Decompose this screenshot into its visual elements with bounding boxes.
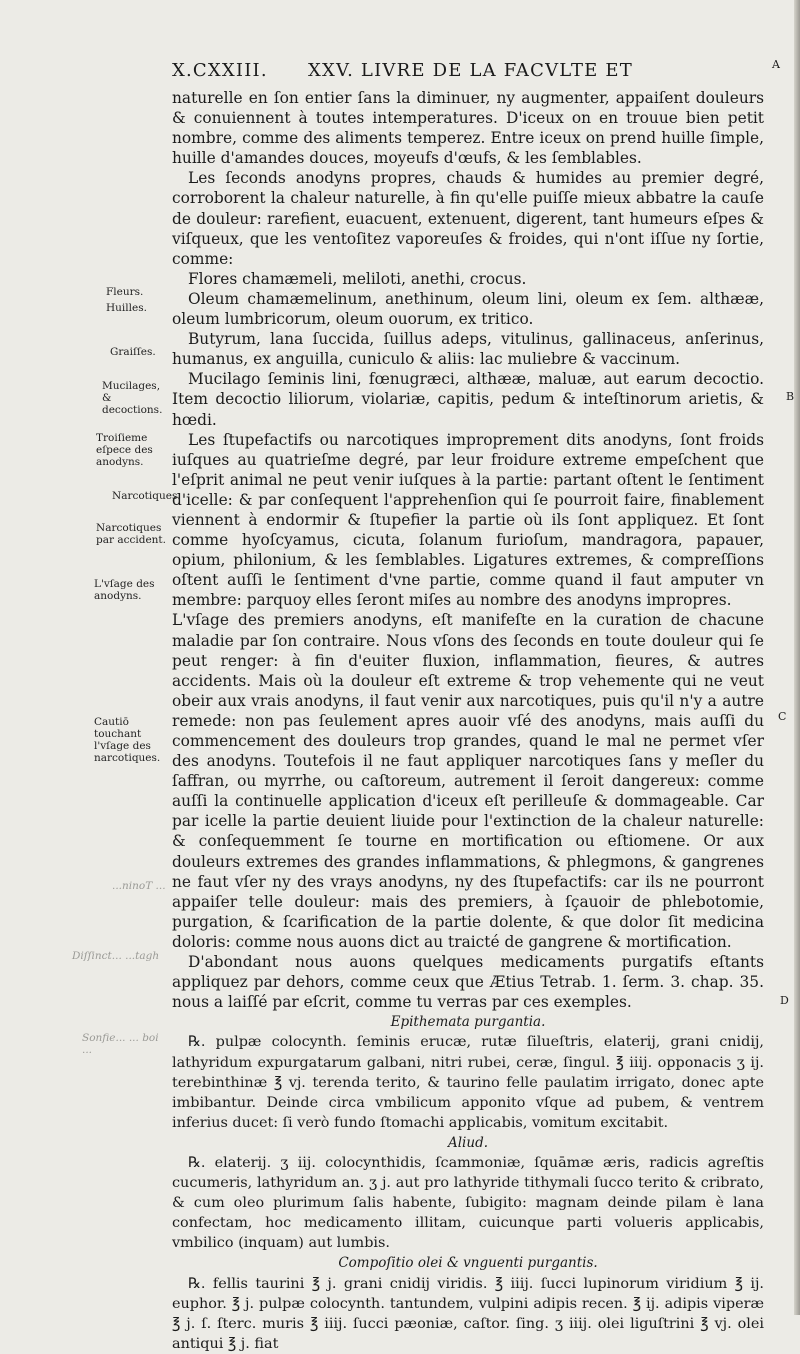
paragraph: Flores chamæmeli, meliloti, anethi, crocus. bbox=[188, 269, 527, 288]
running-title: XXV. LIVRE DE LA FACVLTE ET bbox=[308, 60, 633, 81]
margin-note: Graiſſes. bbox=[110, 346, 156, 358]
margin-note: Cautiō touchant l'vſage des narcotiques. bbox=[94, 716, 161, 764]
recipe: ℞. pulpæ colocynth. ſeminis erucæ, rutæ ſilueſtris, elaterij, grani cnidij, lathyridum expurgatarum galbani, nitri rubei, ceræ, ſingul. ℥ iiij. opponacis ʒ ij. terebinthinæ ℥ vj. terenda terito, & taurino felle paulatim irrigato, donec apte imbibantur. Deinde circa vmbilicum apponito vſque ad pubem, & ventrem inferius ducet: ſi verò fundo ſtomachi applicabis, vomitum excitabit. bbox=[172, 1034, 764, 1131]
paragraph: Oleum chamæmelinum, anethinum, oleum lini, oleum ex ſem. althææ, oleum lumbricorum, oleum ouorum, ex tritico. bbox=[172, 289, 764, 329]
page-edge bbox=[794, 0, 800, 1315]
main-text bbox=[172, 88, 764, 1354]
margin-note: Huilles. bbox=[106, 302, 147, 314]
paragraph: Les ſtupefactifs ou narcotiques improprement dits anodyns, ſont froids iuſques au quatrieſme degré, par leur froidure extreme empeſchent que l'eſprit animal ne peut venir iuſques à la partie: partant oſtent le ſentiment d'icelle: & par conſequent l'apprehenſion qui ſe pourroit faire, finablement viennent à endormir & ſtupefier la partie où ils ſont appliquez. Et ſont comme hyoſcyamus, cicuta, ſolanum furioſum, mandragora, papauer, opium, philonium, & les ſemblables. Ligatures extremes, & compreſſions oſtent auſſi le ſentiment d'vne partie, comme quand il faut amputer vn membre: parquoy elles ſeront miſes au nombre des anodyns impropres. bbox=[172, 430, 764, 610]
margin-note-faded: ...ninoT ... bbox=[112, 880, 166, 892]
margin-note: Narcotiques. bbox=[112, 490, 181, 502]
corner-mark: A bbox=[772, 58, 782, 71]
margin-note: L'vſage des anodyns. bbox=[94, 578, 155, 602]
side-letter: C bbox=[778, 710, 787, 723]
margin-note: Troiſieme eſpece des anodyns. bbox=[96, 432, 153, 468]
section-heading: Epithemata purgantia. bbox=[390, 1014, 546, 1031]
section-heading: Aliud. bbox=[447, 1134, 488, 1151]
recipe: ℞. fellis taurini ℥ j. grani cnidij viridis. ℥ iiij. ſucci lupinorum viridium ℥ ij. euphor. ℥ j. pulpæ colocynth. tantundem, vulpini adipis recen. ℥ ij. adipis viperæ ℥ j. ſ. ſterc. muris ℥ iiij. ſucci pæoniæ, caſtor. ſing. ʒ iiij. olei liguſtrini ℥ vj. olei antiqui ℥ j. fiat bbox=[172, 1275, 764, 1352]
section-heading: Compoſitio olei & vnguenti purgantis. bbox=[338, 1255, 598, 1272]
folio-number: X.CXXIII. bbox=[172, 60, 268, 81]
recipe: ℞. elaterij. ʒ iij. colocynthidis, ſcammoniæ, ſquāmæ æris, radicis agreſtis cucumeris, lathyridum an. ʒ j. aut pro lathyride tithymali ſucco terito & cribrato, & cum oleo plurimum ſalis habente, ſubigito: magnam deinde pilam è lana confectam, hoc medicamento illitam, cuicunque parti volueris applicabis, vmbilico (inquam) aut lumbis. bbox=[172, 1154, 764, 1252]
margin-note: Fleurs. bbox=[106, 286, 144, 298]
paragraph: Mucilago ſeminis lini, fœnugræci, althææ, maluæ, aut earum decoctio. Item decoctio liliorum, violariæ, capitis, pedum & inteſtinorum arietis, & hœdi. bbox=[172, 370, 764, 429]
margin-note: Mucilages, & decoctions. bbox=[102, 380, 163, 416]
paragraph: Butyrum, lana ſuccida, ſuillus adeps, vitulinus, gallinaceus, anſerinus, humanus, ex anguilla, cuniculo & aliis: lac muliebre & vaccinum. bbox=[172, 330, 764, 369]
page-header bbox=[172, 58, 782, 84]
margin-note: Narcotiques par accident. bbox=[96, 522, 166, 546]
margin-note-faded: Diſſinct... ...tagh bbox=[72, 950, 160, 962]
margin-note-faded: Sonfie... ... boi ... bbox=[82, 1032, 159, 1056]
side-letter: B bbox=[786, 390, 795, 403]
paragraph: naturelle en ſon entier ſans la diminuer, ny augmenter, appaiſent douleurs & conuiennent à toutes intemperatures. D'iceux on en trouue bien petit nombre, comme des aliments temperez. Entre iceux on prend huille ſimple, huille d'amandes douces, moyeufs d'œufs, & les ſemblables. bbox=[172, 89, 764, 168]
paragraph: L'vſage des premiers anodyns, eſt manifeſte en la curation de chacune maladie par ſon contraire. Nous vſons des ſeconds en toute douleur qui ſe peut renger: à fin d'euiter fluxion, inflammation, fieures, & autres accidents. Mais où la douleur eſt extreme & trop vehemente qui ne veut obeir aux vrais anodyns, il faut venir aux narcotiques, puis qu'il n'y a autre remede: non pas ſeulement apres auoir vſé des anodyns, mais auſſi du commencement des douleurs trop grandes, quand le mal ne permet vſer des anodyns. Toutefois il ne faut appliquer narcotiques ſans y meſler du ſaffran, ou myrrhe, ou caſtoreum, autrement il ſeroit dangereux: comme auſſi la continuelle application d'iceux eſt perilleuſe & dommageable. Car par icelle la partie deuient liuide pour l'extinction de la chaleur naturelle: & conſequemment ſe tourne en mortification ou eſtiomene. Or aux douleurs extremes des grandes inflammations, & phlegmons, & gangrenes ne faut vſer ny des vrays anodyns, ny des ſtupefactifs: car ils ne pourront appaiſer telle douleur: mais des premiers, à ſçauoir de phlebotomie, purgation, & ſcarification de la partie dolente, & que dolor ſit medicina doloris: comme nous auons dict au traicté de gangrene & mortification. bbox=[172, 611, 764, 951]
paragraph: Les ſeconds anodyns propres, chauds & humides au premier degré, corroborent la chaleur naturelle, à fin qu'elle puiſſe mieux abbatre la cauſe de douleur: rarefient, euacuent, extenuent, digerent, tant humeurs eſpes & viſqueux, que les ventoſitez vaporeuſes & froides, qui n'ont iſſue ny ſortie, comme: bbox=[172, 169, 764, 268]
paragraph: D'abondant nous auons quelques medicaments purgatifs eſtants appliquez par dehors, comme ceux que Ætius Tetrab. 1. ſerm. 3. chap. 35. nous a laiſſé par eſcrit, comme tu verras par ces exemples. bbox=[172, 953, 764, 1012]
side-letter: D bbox=[780, 994, 789, 1007]
